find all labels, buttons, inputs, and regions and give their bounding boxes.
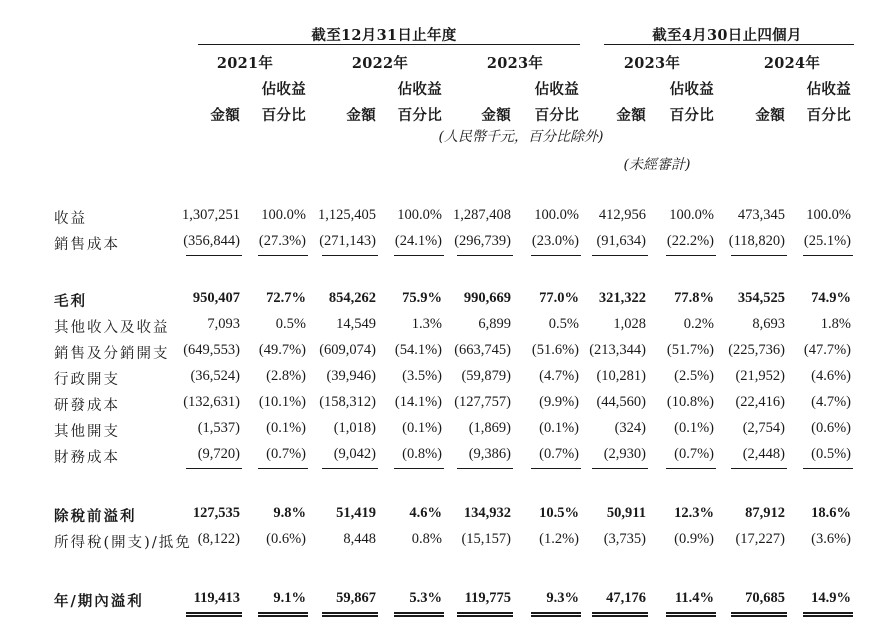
pct-cell: (54.1%) (394, 342, 442, 358)
row-label: 行政開支 (54, 372, 120, 388)
year-header-2024-4m: 2024年 (763, 55, 821, 72)
subtotal-rule (258, 255, 308, 256)
subtotal-rule (803, 255, 853, 256)
amount-cell: (21,952) (735, 368, 785, 384)
subtotal-rule (258, 468, 308, 469)
amount-cell: (3,735) (603, 531, 646, 547)
amount-cell: (15,157) (461, 531, 511, 547)
total-double-rule (592, 612, 648, 617)
period-fy-header: 截至12月31日止年度 (311, 27, 457, 44)
pct-cell: 0.8% (411, 531, 442, 547)
amount-column-header: 金額 (346, 107, 376, 124)
pct-cell: (23.0%) (531, 233, 579, 249)
pct-cell: (47.7%) (803, 342, 851, 358)
pct-column-header-line1: 佔收益 (261, 81, 306, 98)
subtotal-rule (457, 255, 513, 256)
amount-cell: (44,560) (596, 394, 646, 410)
pct-cell: 77.8% (674, 290, 714, 306)
pct-cell: (4.7%) (811, 394, 851, 410)
amount-cell: 1,125,405 (318, 207, 376, 223)
row-label: 所得稅(開支)/抵免 (54, 535, 192, 551)
amount-cell: (36,524) (190, 368, 240, 384)
subtotal-rule (731, 255, 787, 256)
amount-cell: (2,448) (742, 446, 785, 462)
row-label: 毛利 (54, 293, 87, 310)
amount-cell: 134,932 (463, 505, 511, 521)
amount-cell: 412,956 (598, 207, 646, 223)
amount-cell: 50,911 (606, 505, 646, 521)
row-label: 其他開支 (54, 424, 120, 440)
pct-cell: 0.5% (548, 316, 579, 332)
amount-cell: (271,143) (319, 233, 376, 249)
pct-cell: (2.8%) (266, 368, 306, 384)
pct-cell: (0.6%) (811, 420, 851, 436)
amount-cell: (225,736) (728, 342, 785, 358)
amount-cell: 14,549 (336, 316, 376, 332)
subtotal-rule (666, 255, 716, 256)
pct-cell: (0.8%) (402, 446, 442, 462)
amount-cell: (9,042) (333, 446, 376, 462)
amount-cell: (9,386) (468, 446, 511, 462)
amount-cell: 59,867 (336, 590, 376, 606)
amount-cell: (324) (614, 420, 646, 436)
pct-cell: 0.5% (275, 316, 306, 332)
pct-cell: (0.7%) (674, 446, 714, 462)
amount-cell: 51,419 (336, 505, 376, 521)
pct-cell: 10.5% (539, 505, 579, 521)
amount-cell: (132,631) (183, 394, 240, 410)
amount-cell: 87,912 (745, 505, 785, 521)
pct-cell: (1.2%) (539, 531, 579, 547)
unit-note: (人民幣千元，百分比除外) (438, 129, 604, 145)
pct-cell: 18.6% (811, 505, 851, 521)
row-label: 其他收入及收益 (54, 320, 170, 336)
period-4m-header: 截至4月30日止四個月 (652, 27, 802, 44)
year-header-2021: 2021年 (216, 55, 274, 72)
pct-cell: 11.4% (674, 590, 714, 606)
row-label: 銷售成本 (54, 237, 120, 253)
period-4m-rule (604, 44, 854, 45)
unaudited-note: (未經審計) (623, 157, 691, 173)
pct-cell: 100.0% (261, 207, 306, 223)
pct-column-header-line1: 佔收益 (669, 81, 714, 98)
subtotal-rule (592, 255, 648, 256)
pct-cell: (0.1%) (266, 420, 306, 436)
amount-cell: 119,413 (193, 590, 240, 606)
total-double-rule (258, 612, 308, 617)
subtotal-rule (666, 468, 716, 469)
pct-cell: (4.7%) (539, 368, 579, 384)
pct-column-header-line1: 佔收益 (534, 81, 579, 98)
period-fy-rule (198, 44, 580, 45)
pct-cell: (2.5%) (674, 368, 714, 384)
pct-cell: 14.9% (811, 590, 851, 606)
amount-cell: (1,537) (197, 420, 240, 436)
pct-cell: 9.1% (273, 590, 306, 606)
subtotal-rule (186, 468, 242, 469)
pct-cell: 4.6% (409, 505, 442, 521)
subtotal-rule (322, 255, 378, 256)
amount-cell: (10,281) (596, 368, 646, 384)
pct-cell: (10.8%) (666, 394, 714, 410)
amount-cell: (1,869) (468, 420, 511, 436)
pct-cell: 1.8% (820, 316, 851, 332)
subtotal-rule (394, 255, 444, 256)
pct-cell: 0.2% (683, 316, 714, 332)
total-double-rule (457, 612, 513, 617)
pct-cell: 100.0% (806, 207, 851, 223)
pct-column-header-line2: 百分比 (806, 107, 851, 124)
pct-cell: (24.1%) (394, 233, 442, 249)
amount-cell: 1,287,408 (453, 207, 511, 223)
pct-column-header-line1: 佔收益 (397, 81, 442, 98)
amount-cell: (213,344) (589, 342, 646, 358)
amount-cell: (127,757) (454, 394, 511, 410)
subtotal-rule (592, 468, 648, 469)
year-header-2022: 2022年 (351, 55, 409, 72)
amount-column-header: 金額 (616, 107, 646, 124)
pct-cell: 100.0% (534, 207, 579, 223)
amount-cell: 6,899 (478, 316, 511, 332)
amount-cell: (2,930) (603, 446, 646, 462)
amount-cell: 354,525 (737, 290, 785, 306)
amount-cell: (39,946) (326, 368, 376, 384)
pct-cell: (22.2%) (666, 233, 714, 249)
row-label: 年/期內溢利 (54, 593, 144, 610)
amount-cell: (649,553) (183, 342, 240, 358)
subtotal-rule (803, 468, 853, 469)
pct-cell: 12.3% (674, 505, 714, 521)
total-double-rule (666, 612, 716, 617)
pct-cell: 77.0% (539, 290, 579, 306)
pct-cell: (14.1%) (394, 394, 442, 410)
pct-cell: (3.6%) (811, 531, 851, 547)
pct-column-header-line2: 百分比 (397, 107, 442, 124)
subtotal-rule (394, 468, 444, 469)
pct-cell: 9.3% (546, 590, 579, 606)
subtotal-rule (186, 255, 242, 256)
pct-cell: (0.1%) (539, 420, 579, 436)
pct-cell: (0.5%) (811, 446, 851, 462)
total-double-rule (322, 612, 378, 617)
row-label: 銷售及分銷開支 (54, 346, 170, 362)
amount-cell: 1,307,251 (182, 207, 240, 223)
amount-cell: (296,739) (454, 233, 511, 249)
pct-cell: (0.7%) (539, 446, 579, 462)
pct-cell: (3.5%) (402, 368, 442, 384)
amount-cell: 8,448 (343, 531, 376, 547)
amount-column-header: 金額 (755, 107, 785, 124)
amount-cell: 7,093 (207, 316, 240, 332)
amount-cell: 70,685 (745, 590, 785, 606)
year-header-2023: 2023年 (486, 55, 544, 72)
row-label: 收益 (54, 211, 87, 227)
pct-column-header-line2: 百分比 (261, 107, 306, 124)
amount-cell: (609,074) (319, 342, 376, 358)
amount-cell: (91,634) (596, 233, 646, 249)
amount-cell: (118,820) (728, 233, 785, 249)
pct-cell: (10.1%) (258, 394, 306, 410)
pct-cell: (51.7%) (666, 342, 714, 358)
pct-cell: 72.7% (266, 290, 306, 306)
pct-cell: 5.3% (409, 590, 442, 606)
amount-cell: (2,754) (742, 420, 785, 436)
pct-cell: 75.9% (402, 290, 442, 306)
pct-cell: (49.7%) (258, 342, 306, 358)
subtotal-rule (731, 468, 787, 469)
total-double-rule (803, 612, 853, 617)
pct-column-header-line2: 百分比 (669, 107, 714, 124)
amount-column-header: 金額 (481, 107, 511, 124)
amount-cell: 321,322 (598, 290, 646, 306)
amount-cell: 473,345 (737, 207, 785, 223)
amount-cell: (356,844) (183, 233, 240, 249)
pct-cell: (51.6%) (531, 342, 579, 358)
pct-cell: 9.8% (273, 505, 306, 521)
subtotal-rule (531, 468, 581, 469)
amount-cell: 990,669 (463, 290, 511, 306)
amount-cell: 127,535 (192, 505, 240, 521)
total-double-rule (394, 612, 444, 617)
subtotal-rule (531, 255, 581, 256)
pct-cell: (0.9%) (674, 531, 714, 547)
amount-cell: (1,018) (333, 420, 376, 436)
amount-cell: 8,693 (752, 316, 785, 332)
total-double-rule (531, 612, 581, 617)
pct-cell: (25.1%) (803, 233, 851, 249)
amount-cell: 47,176 (606, 590, 646, 606)
pct-cell: 100.0% (669, 207, 714, 223)
total-double-rule (731, 612, 787, 617)
pct-cell: 1.3% (411, 316, 442, 332)
amount-cell: 950,407 (192, 290, 240, 306)
amount-cell: (663,745) (454, 342, 511, 358)
subtotal-rule (322, 468, 378, 469)
pct-cell: 100.0% (397, 207, 442, 223)
row-label: 除稅前溢利 (54, 508, 137, 525)
amount-cell: (22,416) (735, 394, 785, 410)
amount-cell: 1,028 (613, 316, 646, 332)
pct-cell: (27.3%) (258, 233, 306, 249)
pct-cell: 74.9% (811, 290, 851, 306)
row-label: 研發成本 (54, 398, 120, 414)
amount-cell: (17,227) (735, 531, 785, 547)
subtotal-rule (457, 468, 513, 469)
year-header-2023-4m: 2023年 (623, 55, 681, 72)
pct-cell: (0.7%) (266, 446, 306, 462)
amount-cell: (8,122) (197, 531, 240, 547)
amount-cell: (59,879) (461, 368, 511, 384)
amount-cell: (9,720) (197, 446, 240, 462)
pct-cell: (0.1%) (674, 420, 714, 436)
amount-cell: 854,262 (328, 290, 376, 306)
pct-column-header-line1: 佔收益 (806, 81, 851, 98)
amount-cell: 119,775 (464, 590, 511, 606)
pct-cell: (4.6%) (811, 368, 851, 384)
total-double-rule (186, 612, 242, 617)
amount-column-header: 金額 (210, 107, 240, 124)
amount-cell: (158,312) (319, 394, 376, 410)
pct-cell: (0.6%) (266, 531, 306, 547)
row-label: 財務成本 (54, 450, 120, 466)
pct-cell: (0.1%) (402, 420, 442, 436)
pct-cell: (9.9%) (539, 394, 579, 410)
pct-column-header-line2: 百分比 (534, 107, 579, 124)
